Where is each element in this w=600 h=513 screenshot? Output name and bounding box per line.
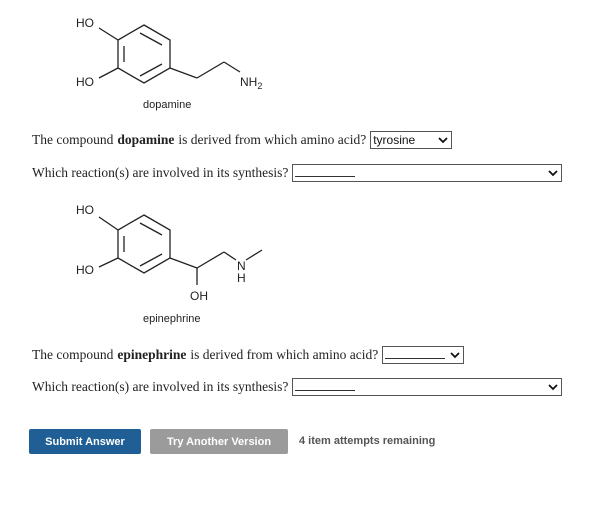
- hydroxyl-top-label: HO: [76, 203, 94, 217]
- question-epinephrine-amino-acid: [32, 346, 464, 364]
- select-value: [295, 380, 544, 394]
- question-text: The compound: [32, 132, 114, 147]
- chevron-down-icon: [548, 382, 558, 392]
- chevron-down-icon: [450, 350, 460, 360]
- question-dopamine-reactions: [32, 164, 562, 182]
- question-epinephrine-reactions: [32, 378, 562, 396]
- select-value: [385, 348, 446, 362]
- hydroxyl-top-label: HO: [76, 16, 94, 30]
- select-value: [295, 166, 544, 180]
- hydroxyl-bottom-label: HO: [76, 263, 94, 277]
- hydroxyl-label: OH: [190, 289, 208, 303]
- compound-name: epinephrine: [117, 347, 187, 362]
- amino-acid-select-epinephrine[interactable]: [382, 346, 464, 364]
- hydroxyl-bottom-label: HO: [76, 75, 94, 89]
- question-dopamine-amino-acid: [32, 131, 452, 149]
- dopamine-caption: dopamine: [143, 99, 192, 111]
- epinephrine-structure: [0, 190, 300, 310]
- reaction-select-dopamine[interactable]: [292, 164, 562, 182]
- nitrogen-label: N: [237, 259, 246, 273]
- amino-acid-select-dopamine[interactable]: [370, 131, 452, 149]
- chevron-down-icon: [548, 168, 558, 178]
- blank-line: [295, 380, 355, 391]
- question-text: is derived from which amino acid?: [190, 347, 379, 362]
- question-text: Which reaction(s) are involved in its synthesis?: [32, 379, 289, 394]
- compound-name: dopamine: [117, 132, 175, 147]
- epinephrine-caption: epinephrine: [143, 313, 201, 325]
- attempts-remaining: 4 item attempts remaining: [299, 435, 436, 447]
- try-another-version-button[interactable]: Try Another Version: [150, 429, 288, 454]
- select-value: tyrosine: [373, 133, 416, 147]
- question-text: The compound: [32, 347, 114, 362]
- question-text: Which reaction(s) are involved in its synthesis?: [32, 165, 289, 180]
- blank-line: [385, 348, 445, 359]
- question-text: is derived from which amino acid?: [178, 132, 367, 147]
- hydrogen-label: H: [237, 271, 246, 285]
- submit-answer-button[interactable]: Submit Answer: [29, 429, 141, 454]
- chevron-down-icon: [438, 135, 448, 145]
- reaction-select-epinephrine[interactable]: [292, 378, 562, 396]
- amine-label: $NH_2$: [240, 75, 263, 91]
- blank-line: [295, 166, 355, 177]
